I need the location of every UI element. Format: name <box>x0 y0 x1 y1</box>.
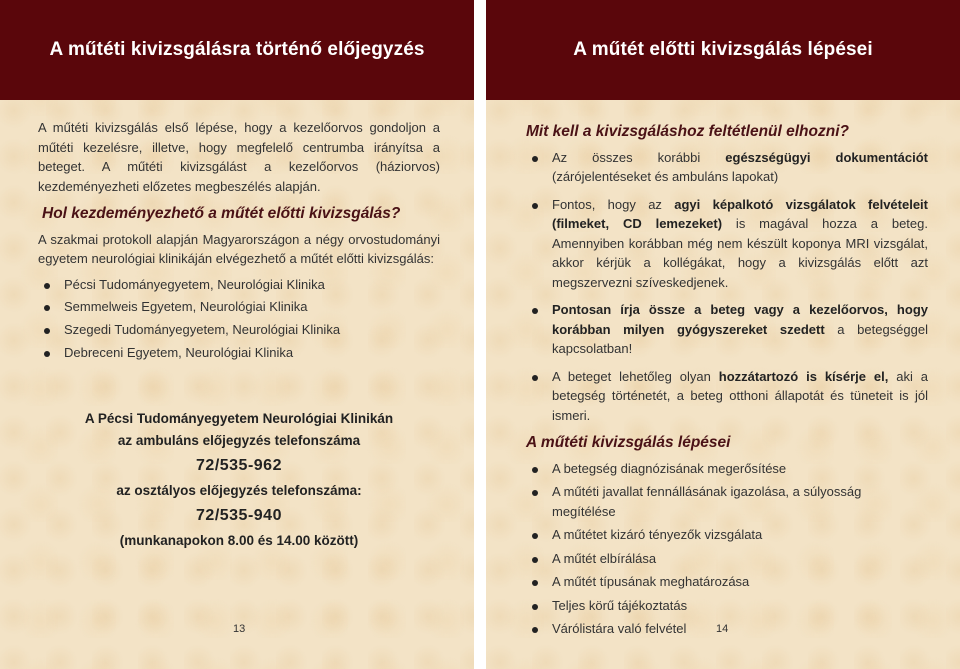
bullet-icon <box>532 557 538 563</box>
list-item <box>526 482 928 521</box>
page-number: 14 <box>716 623 729 635</box>
bullet-icon <box>532 604 538 610</box>
page-14 <box>486 0 960 669</box>
list-item <box>526 549 928 569</box>
bullet-icon <box>44 283 50 289</box>
booking-clinic: A Pécsi Tudományegyetem Neurológiai Klinikán <box>84 410 394 426</box>
booking-hours: (munkanapokon 8.00 és 14.00 között) <box>119 532 359 548</box>
item-text: is magával hozza a beteg. Amennyiben korábban még nem készült koponya MRI vizsgálat, akkor kérjük a kollégákat, hogy a kivizsgálás előtt azt megszervezni szíveskedjenek. <box>552 216 928 290</box>
clinic-name: Szegedi Tudományegyetem, Neurológiai Klinika <box>64 322 341 338</box>
list-item <box>38 343 440 363</box>
list-item <box>526 596 928 616</box>
ward-phone-number: 72/535-940 <box>196 506 282 524</box>
intro-paragraph: A műtéti kivizsgálás első lépése, hogy a kezelőorvos gondoljon a műtéti kezelésre, illetve, hogy megfelelő centrumba irányítsa a beteget. A műtéti kivizsgálást a kezelőorvos (háziorvos) kezdeményezheti előzetes megbeszélés alapján. <box>38 120 440 194</box>
bullet-icon <box>532 490 538 496</box>
list-item <box>526 148 928 187</box>
list-item <box>38 297 440 317</box>
step-text: A műtét típusának meghatározása <box>552 574 750 589</box>
ambulant-phone-number: 72/535-962 <box>196 456 282 474</box>
bullet-icon <box>44 328 50 334</box>
page-title: A műtéti kivizsgálásra történő előjegyzés <box>49 39 425 60</box>
section-heading: Mit kell a kivizsgáláshoz feltétlenül elhozni? <box>526 123 849 140</box>
bullet-icon <box>44 351 50 357</box>
item-text: aki a betegség történetét, a beteg otthoni állapotát és tüneteit is jól ismeri. <box>552 368 929 423</box>
item-text: A beteget lehetőleg olyan <box>552 368 719 384</box>
page-13 <box>0 0 474 669</box>
item-text: Fontos, hogy az <box>552 196 675 212</box>
required-items-list <box>526 148 928 426</box>
step-text: A műtétet kizáró tényezők vizsgálata <box>552 527 763 542</box>
item-text: a betegséggel kapcsolatban! <box>552 321 928 356</box>
page-number: 13 <box>233 623 246 635</box>
item-text: Az összes korábbi <box>552 149 726 165</box>
item-text: (zárójelentéseket és ambuláns lapokat) <box>552 169 779 184</box>
clinic-list <box>38 275 440 363</box>
bullet-icon <box>532 375 538 381</box>
bullet-icon <box>532 627 538 633</box>
section-heading: A műtéti kivizsgálás lépései <box>526 434 731 451</box>
step-text: A betegség diagnózisának megerősítése <box>552 460 787 476</box>
step-text: A műtéti javallat fennállásának igazolása, a súlyosság megítélése <box>552 484 862 519</box>
section-heading: Hol kezdeményezhető a műtét előtti kivizsgálás? <box>42 205 401 222</box>
clinic-name: Pécsi Tudományegyetem, Neurológiai Klinika <box>64 276 325 292</box>
clinic-name: Semmelweis Egyetem, Neurológiai Klinika <box>64 299 308 315</box>
list-item <box>38 275 440 295</box>
bullet-icon <box>532 467 538 473</box>
page-title: A műtét előtti kivizsgálás lépései <box>573 39 873 60</box>
list-item <box>526 572 928 592</box>
list-item <box>526 367 928 426</box>
list-item <box>526 459 928 479</box>
bullet-icon <box>532 580 538 586</box>
step-text: Várólistára való felvétel <box>552 621 687 636</box>
page-content <box>38 118 440 552</box>
item-emphasis: hozzátartozó is kísérje el, <box>718 368 889 384</box>
bullet-icon <box>532 156 538 162</box>
booking-ward-label: az osztályos előjegyzés telefonszáma: <box>116 482 362 498</box>
page-header <box>0 0 474 100</box>
page-header <box>486 0 960 100</box>
bullet-icon <box>532 533 538 539</box>
item-emphasis: Pontosan írja össze a beteg vagy a kezelőorvos, hogy korábban milyen gyógyszereket szedett <box>552 302 928 337</box>
step-text: Teljes körű tájékoztatás <box>552 597 688 613</box>
item-emphasis: agyi képalkotó vizsgálatok felvételeit (filmeket, CD lemezeket) <box>552 196 928 231</box>
bullet-icon <box>44 305 50 311</box>
list-item <box>526 195 928 293</box>
clinic-name: Debreceni Egyetem, Neurológiai Klinika <box>64 345 294 361</box>
bullet-icon <box>532 203 538 209</box>
item-emphasis: egészségügyi dokumentációt <box>725 149 928 165</box>
page-content <box>526 122 928 643</box>
steps-list <box>526 459 928 639</box>
protocol-paragraph: A szakmai protokoll alapján Magyarországon a négy orvostudományi egyetem neurológiai klinikáján elvégezhető a műtét előtti kivizsgálás: <box>38 231 440 266</box>
list-item <box>38 320 440 340</box>
bullet-icon <box>532 308 538 314</box>
booking-ambulant-label: az ambuláns előjegyzés telefonszáma <box>117 432 361 448</box>
list-item <box>526 300 928 359</box>
step-text: A műtét elbírálása <box>552 550 657 566</box>
list-item <box>526 525 928 545</box>
booking-info <box>38 408 440 552</box>
